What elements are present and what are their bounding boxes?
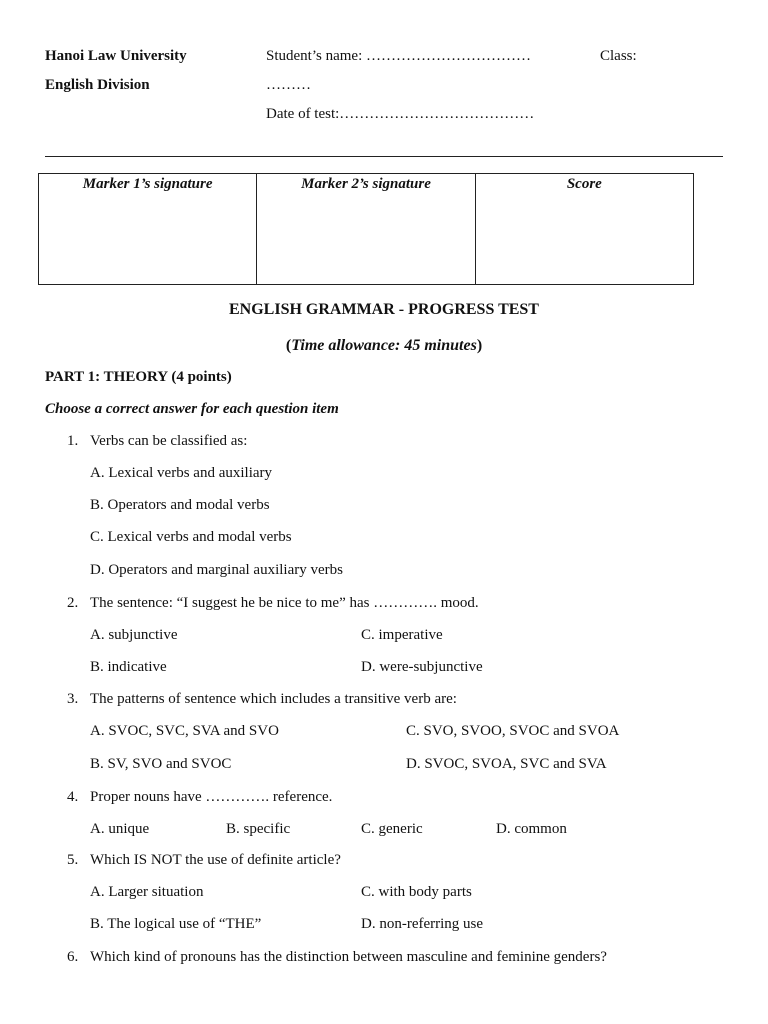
- question-text: The sentence: “I suggest he be nice to me” has …………. mood.: [90, 595, 479, 611]
- option-a: A. subjunctive: [90, 627, 178, 643]
- option-d: D. common: [496, 821, 567, 837]
- test-title: ENGLISH GRAMMAR - PROGRESS TEST: [229, 301, 539, 318]
- option-a: A. Larger situation: [90, 884, 204, 900]
- option-a: A. unique: [90, 821, 150, 837]
- option-d: D. were-subjunctive: [361, 659, 483, 675]
- question-number: 3.: [67, 691, 79, 707]
- question-text: Verbs can be classified as:: [90, 433, 248, 449]
- marker2-signature-cell: Marker 2’s signature: [257, 174, 475, 285]
- time-allowance: (Time allowance: 45 minutes): [285, 337, 483, 354]
- option-b: B. specific: [226, 821, 291, 837]
- institution-name: Hanoi Law University: [45, 48, 187, 64]
- option-c: C. generic: [361, 821, 423, 837]
- option-c: C. imperative: [361, 627, 443, 643]
- option-b: B. indicative: [90, 659, 167, 675]
- class-field: ………: [266, 77, 311, 93]
- option-b: B. The logical use of “THE”: [90, 916, 262, 932]
- question-number: 5.: [67, 852, 79, 868]
- option-b: B. Operators and modal verbs: [90, 497, 270, 513]
- question-text: The patterns of sentence which includes a transitive verb are:: [90, 691, 457, 707]
- student-name-field: Student’s name: ……………………………: [266, 48, 531, 64]
- question-number: 1.: [67, 433, 79, 449]
- marker1-signature-cell: Marker 1’s signature: [39, 174, 257, 285]
- question-text: Which kind of pronouns has the distinction between masculine and feminine genders?: [90, 949, 607, 965]
- option-a: A. SVOC, SVC, SVA and SVO: [90, 723, 279, 739]
- option-d: D. non-referring use: [361, 916, 484, 932]
- date-of-test-field: Date of test:…………………………………: [266, 106, 535, 122]
- option-d: D. SVOC, SVOA, SVC and SVA: [406, 756, 607, 772]
- option-d: D. Operators and marginal auxiliary verbs: [90, 562, 343, 578]
- option-b: B. SV, SVO and SVOC: [90, 756, 232, 772]
- part1-instruction: Choose a correct answer for each question item: [45, 401, 339, 417]
- question-text: Which IS NOT the use of definite article?: [90, 852, 341, 868]
- question-number: 6.: [67, 949, 79, 965]
- signature-table: [38, 173, 694, 285]
- option-a: A. Lexical verbs and auxiliary: [90, 465, 273, 481]
- score-cell: Score: [475, 174, 693, 285]
- question-text: Proper nouns have …………. reference.: [90, 789, 333, 805]
- question-number: 2.: [67, 595, 79, 611]
- question-number: 4.: [67, 789, 79, 805]
- option-c: C. SVO, SVOO, SVOC and SVOA: [406, 723, 620, 739]
- option-c: C. Lexical verbs and modal verbs: [90, 529, 292, 545]
- part1-heading: PART 1: THEORY (4 points): [45, 369, 232, 385]
- division-name: English Division: [45, 77, 150, 93]
- option-c: C. with body parts: [361, 884, 472, 900]
- class-label: Class:: [600, 48, 637, 64]
- header-divider: [45, 156, 723, 157]
